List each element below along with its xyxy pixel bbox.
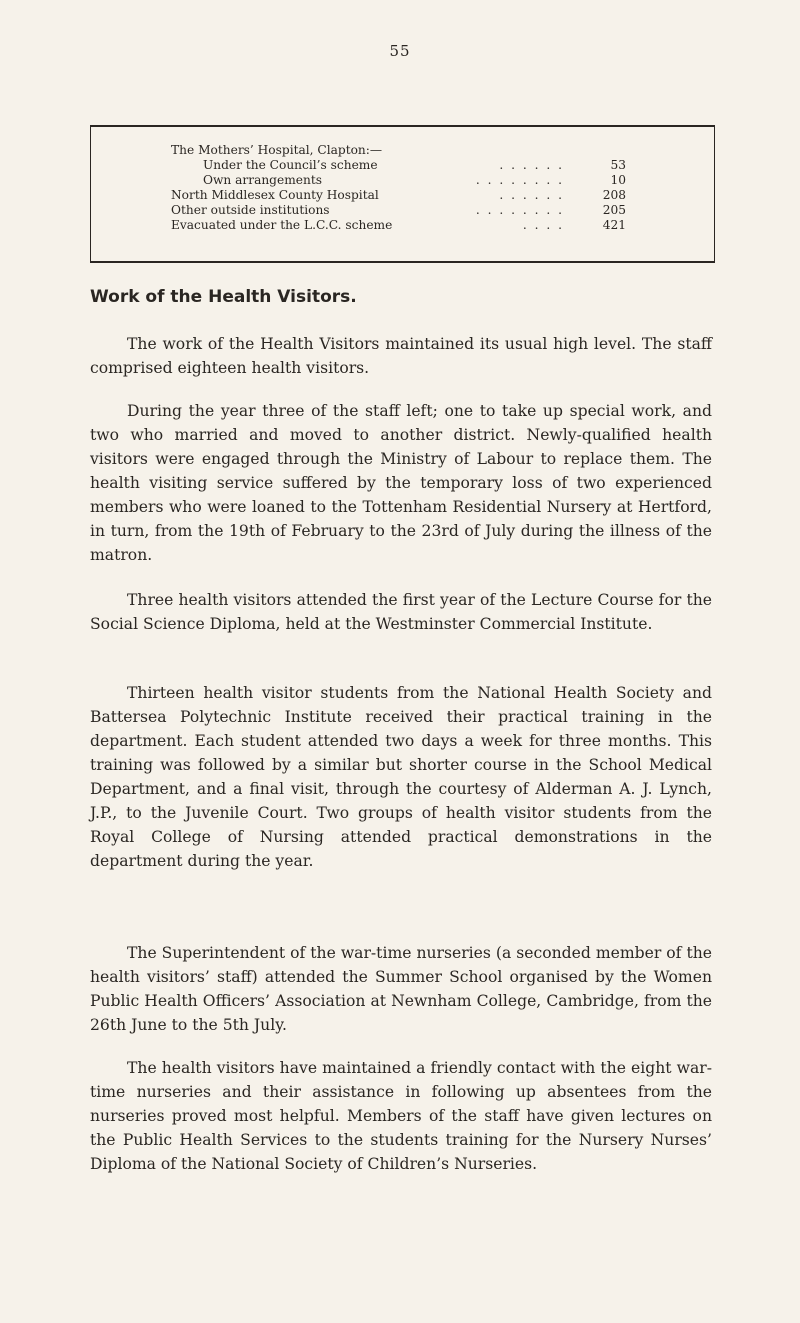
table-row-label: Own arrangements: [203, 173, 322, 187]
table-row: [171, 218, 626, 233]
paragraph: During the year three of the staff left; one to take up special work, and two who married and moved to another district. Newly-qualified health visitors were engaged through the Ministry of Labour to replace them. The health visiting service suffered by the temporary loss of two experienced members who were loaned to the Tottenham Residential Nursery at Hertford, in turn, from the 19th of February to the 23rd of July during the illness of the matron.: [90, 402, 712, 564]
table-row: [171, 188, 626, 203]
table-row-leader: . . . . . .: [499, 158, 564, 172]
table-row-value: 208: [602, 188, 626, 202]
table-row-label: North Middlesex County Hospital: [171, 188, 379, 202]
table-row-leader: . . . .: [522, 218, 564, 232]
paragraph: Thirteen health visitor students from the National Health Society and Battersea Polytechnic Institute received their practical training in the department. Each student attended two days a week for three months. This training was followed by a similar but shorter course in the School Medical Department, and a final visit, through the courtesy of Alderman A. J. Lynch, J.P., to the Juvenile Court. Two groups of health visitor students from the Royal College of Nursing attended practical demonstrations in the department during the year.: [90, 684, 712, 870]
table-row-value: 53: [610, 158, 626, 172]
table-row-value: 421: [602, 218, 626, 232]
section-heading: Work of the Health Visitors.: [90, 287, 357, 307]
table-row: [171, 173, 626, 188]
paragraph: Three health visitors attended the first year of the Lecture Course for the Social Science Diploma, held at the Westminster Commercial Institute.: [90, 591, 712, 633]
table-row-label: Other outside institutions: [171, 203, 330, 217]
table-header-row: [171, 143, 626, 158]
paragraph: The work of the Health Visitors maintained its usual high level. The staff comprised eighteen health visitors.: [90, 335, 712, 377]
paragraph: The health visitors have maintained a friendly contact with the eight war-time nurseries and their assistance in following up absentees from the nurseries proved most helpful. Members of the staff have given lectures on the Public Health Services to the students training for the Nursery Nurses’ Diploma of the National Society of Children’s Nurseries.: [90, 1059, 712, 1173]
table-row-leader: . . . . . . . .: [475, 203, 564, 217]
table-row-value: 205: [602, 203, 626, 217]
statistics-table-body: [171, 143, 626, 233]
table-row-value: 10: [610, 173, 626, 187]
table-row-label: Under the Council’s scheme: [203, 158, 378, 172]
table-header: The Mothers’ Hospital, Clapton:—: [171, 143, 383, 157]
table-row-label: Evacuated under the L.C.C. scheme: [171, 218, 393, 232]
table-row: [171, 203, 626, 218]
statistics-table: [90, 125, 715, 263]
table-row-leader: . . . . . . . .: [475, 173, 564, 187]
table-row: [171, 158, 626, 173]
table-row-leader: . . . . . .: [499, 188, 564, 202]
page-number: 55: [389, 42, 411, 60]
paragraph: The Superintendent of the war-time nurseries (a seconded member of the health visitors’ staff) attended the Summer School organised by the Women Public Health Officers’ Association at Newnham College, Cambridge, from the 26th June to the 5th July.: [90, 944, 712, 1034]
